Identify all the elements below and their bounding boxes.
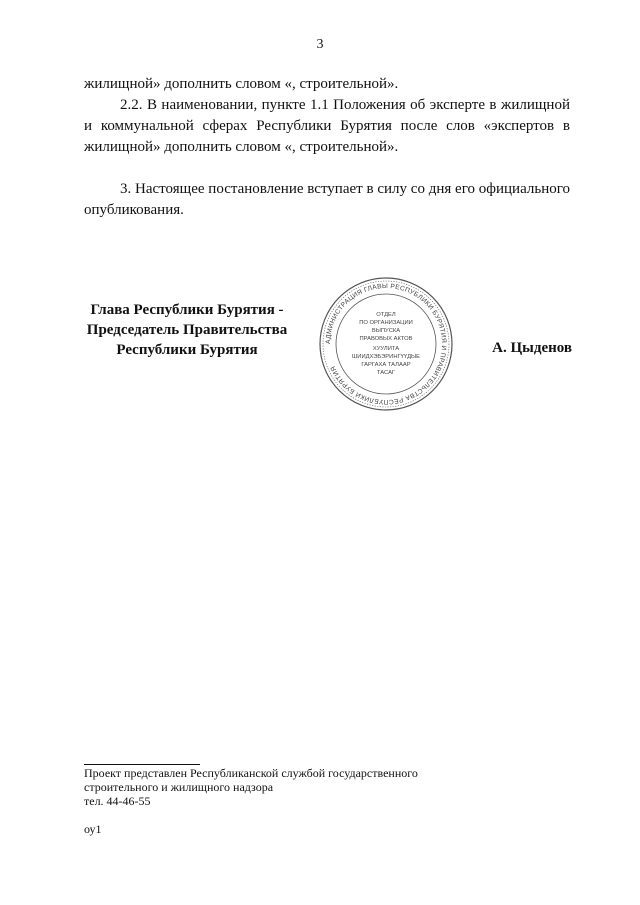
seal-line-2: ПО ОРГАНИЗАЦИИ <box>359 320 413 326</box>
signatory-title <box>84 300 290 360</box>
seal-line-4: ПРАВОВЫХ АКТОВ <box>359 336 413 342</box>
seal-line-1: ОТДЕЛ <box>376 312 396 318</box>
paragraph-2-2: 2.2. В наименовании, пункте 1.1 Положения об эксперте в жилищной и коммунальной сферах Республики Бурятия после слов «экспертов в жилищной» дополнить словом «, строительной». <box>84 97 570 155</box>
paragraph-continuation: жилищной» дополнить словом «, строительной». <box>84 76 399 92</box>
footnote-line-1: Проект представлен Республиканской службой государственного <box>84 766 418 780</box>
signatory-title-line-2: Председатель Правительства <box>86 322 288 338</box>
svg-text:АДМИНИСТРАЦИЯ ГЛАВЫ РЕСПУБЛИКИ <box>325 283 447 405</box>
seal-ring-text: АДМИНИСТРАЦИЯ ГЛАВЫ РЕСПУБЛИКИ БУРЯТИЯ И ПРАВИТЕЛЬСТВА РЕСПУБЛИКИ БУРЯТИЯ <box>324 282 448 406</box>
document-code: оу1 <box>84 822 102 836</box>
seal-line-5: ХУУЛИТА <box>372 346 400 352</box>
signatory-name: А. Цыденов <box>492 340 572 356</box>
seal-line-6: ШИИДХЭБЭРИНГҮҮДЫЕ <box>351 354 421 360</box>
seal-line-3: ВЫПУСКА <box>371 328 401 334</box>
footnote-phone: тел. 44-46-55 <box>84 794 151 808</box>
paragraph-3: 3. Настоящее постановление вступает в силу со дня его официального опубликования. <box>84 181 570 218</box>
footnote-divider <box>84 764 200 765</box>
signatory-title-line-1: Глава Республики Бурятия - <box>90 302 284 318</box>
footnote-line-2: строительного и жилищного надзора <box>84 780 274 794</box>
official-seal <box>318 276 454 412</box>
footnote <box>84 766 504 808</box>
seal-line-8: ТАСАГ <box>376 370 396 376</box>
page-number: 3 <box>316 37 324 52</box>
seal-line-7: ГАРГАХА ТАЛААР <box>361 362 411 368</box>
signatory-title-line-3: Республики Бурятия <box>116 342 258 358</box>
